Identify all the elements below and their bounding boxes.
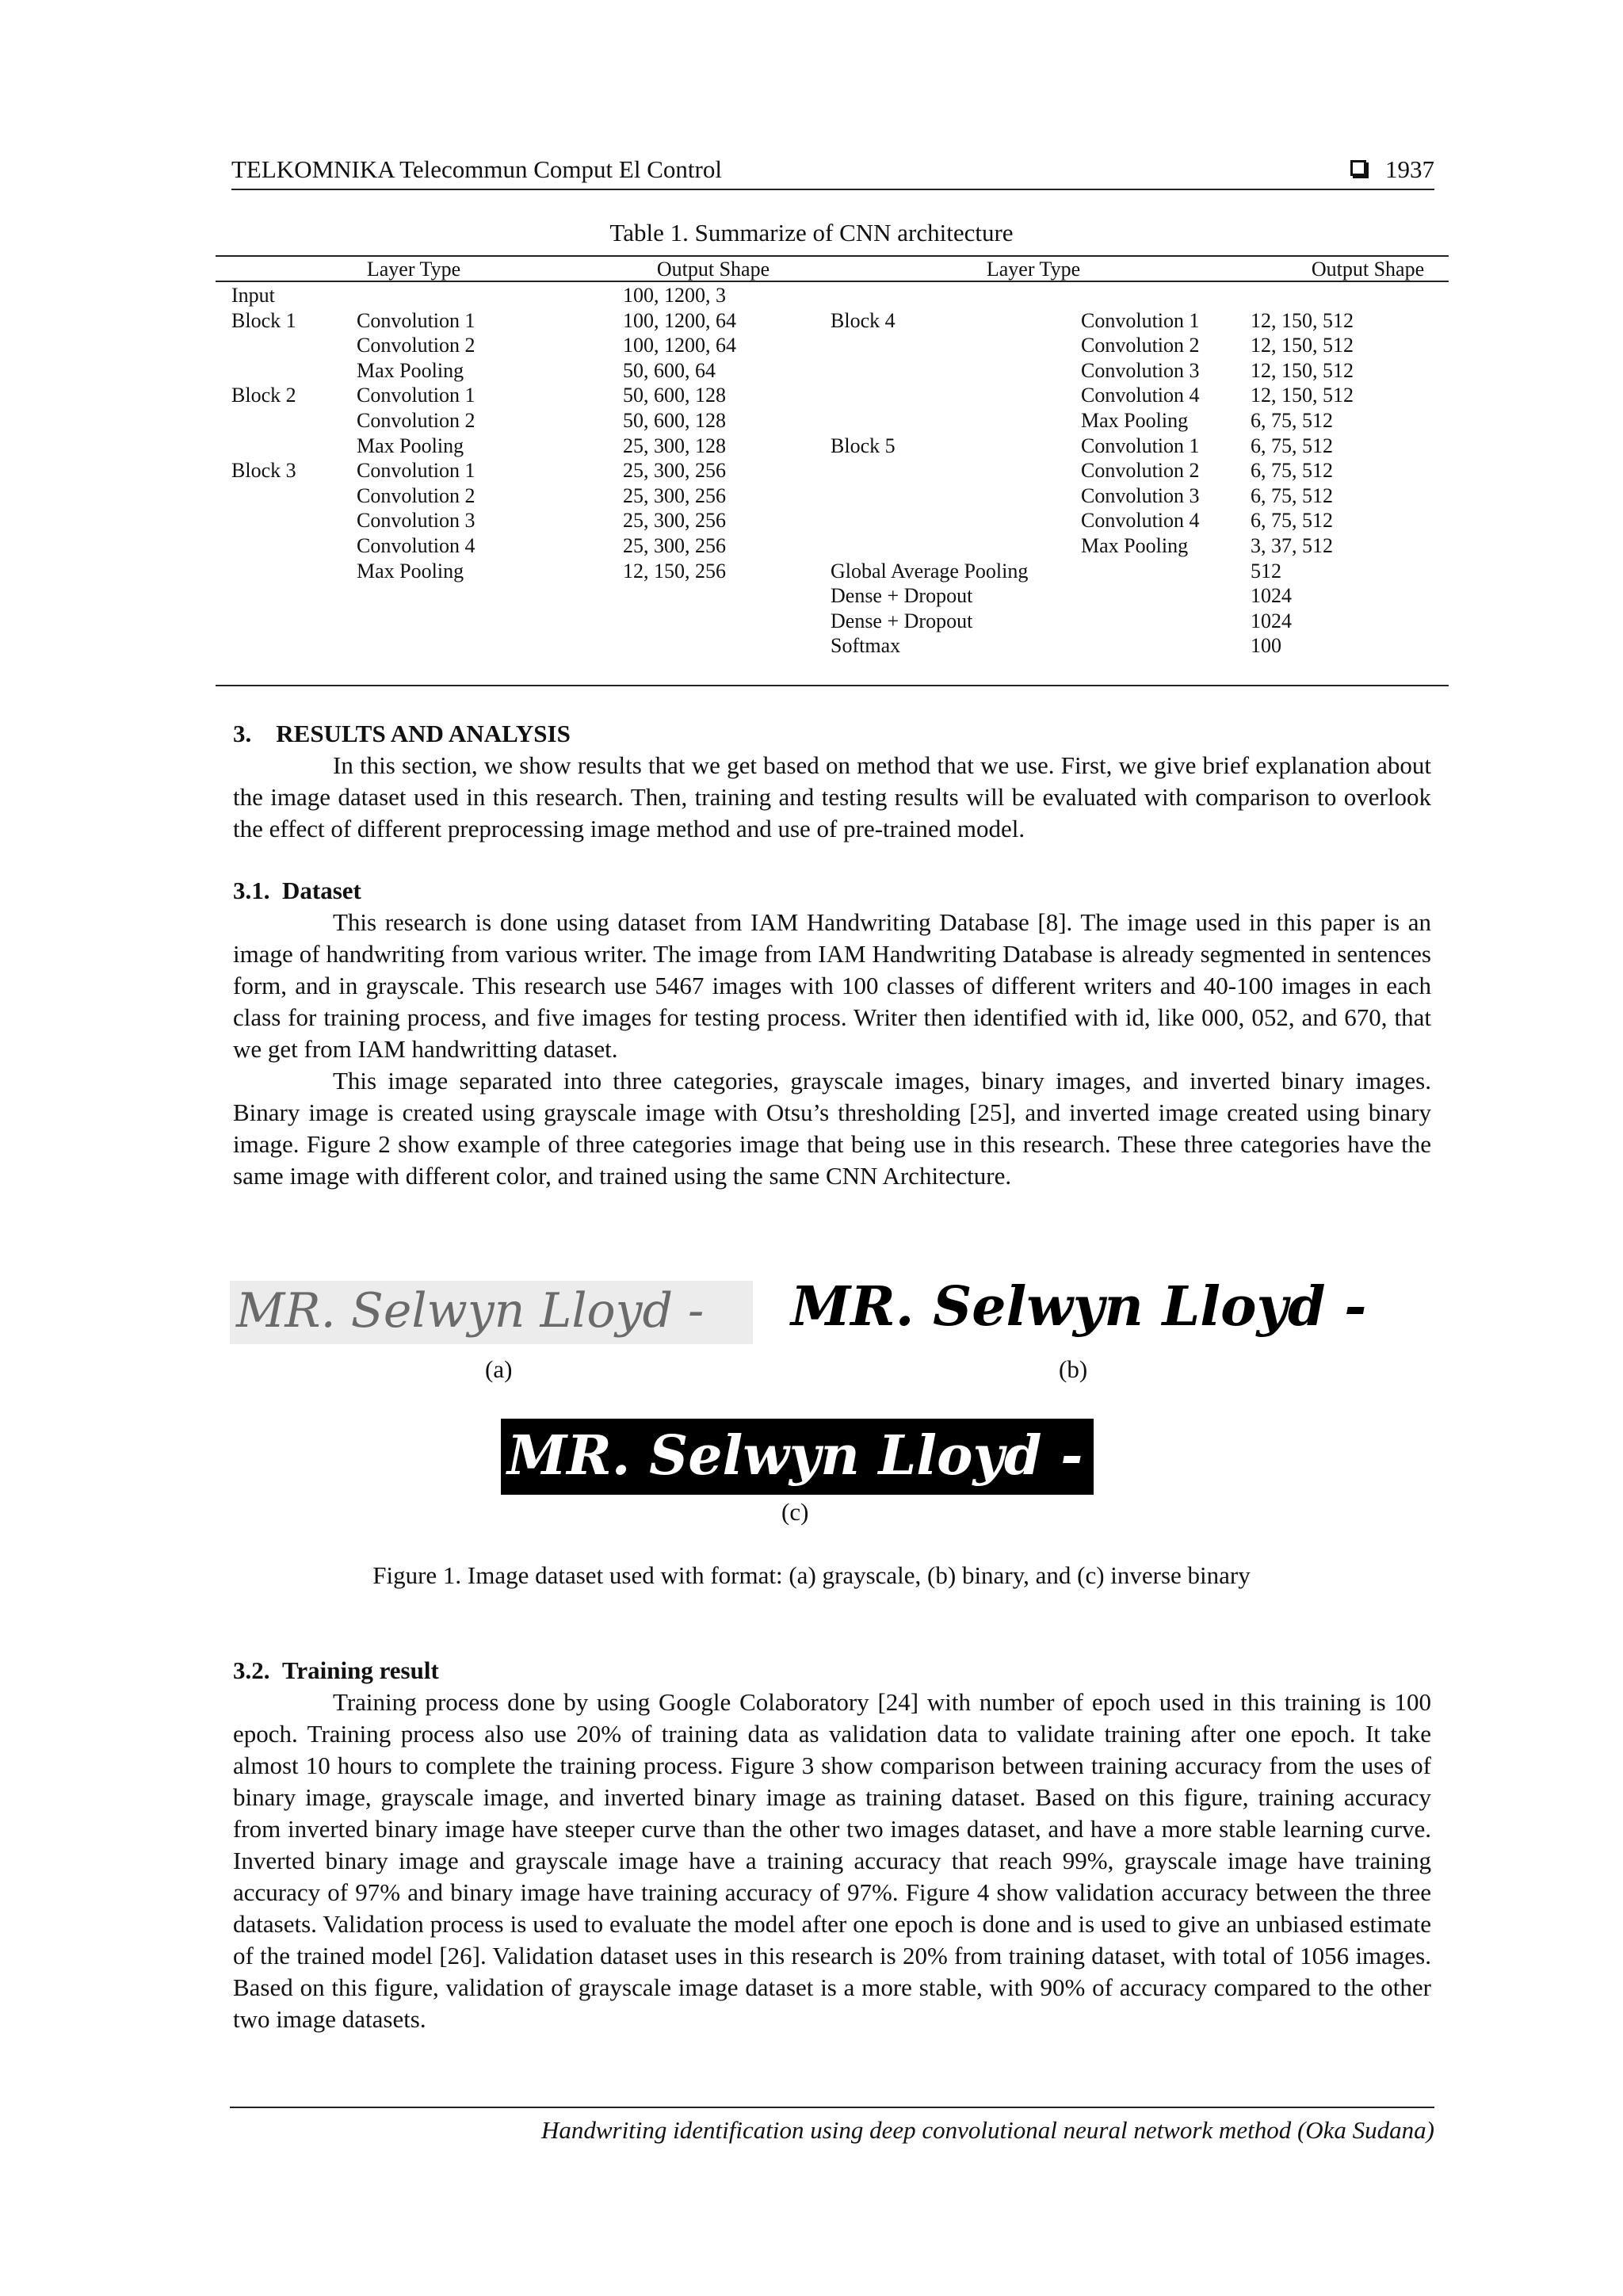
table-cell-layer: Max Pooling bbox=[1081, 534, 1189, 557]
checkbox-icon bbox=[1350, 160, 1366, 176]
section-training-paragraph bbox=[233, 1687, 1431, 2035]
table-cell-shape: 12, 150, 512 bbox=[1251, 334, 1354, 357]
table-cell-block: Block 1 bbox=[231, 308, 296, 332]
table-body bbox=[216, 282, 1449, 685]
running-header bbox=[231, 151, 1434, 190]
table-cell-block: Softmax bbox=[831, 634, 901, 658]
table-cell-shape: 12, 150, 256 bbox=[623, 559, 726, 583]
table-cell-shape: 100, 1200, 64 bbox=[623, 308, 736, 332]
table-cell-layer: Convolution 3 bbox=[357, 509, 475, 533]
col-header-layer-type-1: Layer Type bbox=[366, 258, 461, 281]
figure-caption: Figure 1. Image dataset used with format: (a) grayscale, (b) binary, and (c) inverse binary bbox=[372, 1561, 1251, 1589]
section-heading-results: 3. RESULTS AND ANALYSIS bbox=[233, 720, 571, 747]
handwriting-inverse-binary-image bbox=[501, 1419, 1094, 1495]
table-cell-shape: 50, 600, 128 bbox=[623, 409, 726, 432]
table-cell-block: Dense + Dropout bbox=[831, 584, 973, 608]
table-cell-layer: Max Pooling bbox=[357, 559, 464, 583]
handwriting-text: MR. Selwyn Lloyd - bbox=[507, 1424, 1083, 1488]
table-cell-block: Block 2 bbox=[231, 384, 296, 407]
table-cell-shape: 3, 37, 512 bbox=[1251, 534, 1333, 557]
col-header-output-shape-2: Output Shape bbox=[1311, 258, 1425, 281]
running-footer bbox=[230, 2107, 1434, 2144]
table-cell-block: Input bbox=[231, 284, 275, 307]
table-cell-layer: Convolution 2 bbox=[357, 334, 475, 357]
section-heading-training: 3.2. Training result bbox=[233, 1656, 439, 1684]
table-cell-layer: Convolution 2 bbox=[357, 409, 475, 432]
table-cell-block: Global Average Pooling bbox=[831, 559, 1029, 583]
table-cell-shape: 6, 75, 512 bbox=[1251, 459, 1333, 483]
table-cell-shape: 6, 75, 512 bbox=[1251, 434, 1333, 457]
table-cell-shape: 50, 600, 64 bbox=[623, 358, 716, 382]
handwriting-grayscale-image bbox=[230, 1281, 753, 1344]
table-cell-shape: 6, 75, 512 bbox=[1251, 409, 1333, 432]
table-cell-layer: Convolution 4 bbox=[357, 534, 475, 557]
table-cell-layer: Convolution 2 bbox=[1081, 334, 1200, 357]
table-cell-shape: 100, 1200, 3 bbox=[623, 284, 726, 307]
table-cell-layer: Convolution 1 bbox=[357, 459, 475, 483]
table-header-row bbox=[216, 257, 1449, 282]
table-cell-shape: 1024 bbox=[1251, 609, 1292, 632]
table-cell-shape: 25, 300, 256 bbox=[623, 534, 726, 557]
table-cell-block: Block 3 bbox=[231, 459, 296, 483]
table-cell-block: Dense + Dropout bbox=[831, 609, 973, 632]
paragraph-text: This image separated into three categories, grayscale images, binary images, and inverted binary images. Binary image is created using grayscale image with Otsu’s thresholding [25], and inverted image created using binary image. Figure 2 show example of three categories image that being use in this research. These three categories have the same image with different color, and trained using the same CNN Architecture. bbox=[233, 1067, 1431, 1190]
table-cell-layer: Convolution 3 bbox=[1081, 483, 1200, 507]
table-cell-shape: 6, 75, 512 bbox=[1251, 509, 1333, 533]
table-cell-layer: Convolution 1 bbox=[357, 384, 475, 407]
col-header-output-shape-1: Output Shape bbox=[656, 258, 770, 281]
table-cell-shape: 1024 bbox=[1251, 584, 1292, 608]
table-cell-shape: 6, 75, 512 bbox=[1251, 483, 1333, 507]
subfigure-label-b: (b) bbox=[1059, 1355, 1088, 1383]
table-cell-layer: Convolution 1 bbox=[1081, 434, 1200, 457]
section-dataset-paragraphs bbox=[233, 907, 1431, 1192]
table-cell-layer: Convolution 3 bbox=[1081, 358, 1200, 382]
table-cell-block: Block 4 bbox=[831, 308, 896, 332]
journal-name: TELKOMNIKA Telecommun Comput El Control bbox=[231, 155, 722, 183]
table-cell-shape: 12, 150, 512 bbox=[1251, 308, 1354, 332]
table-cell-shape: 50, 600, 128 bbox=[623, 384, 726, 407]
subfigure-label-a: (a) bbox=[485, 1355, 513, 1383]
table-cell-shape: 100, 1200, 64 bbox=[623, 334, 736, 357]
table-cell-layer: Convolution 4 bbox=[1081, 384, 1200, 407]
handwriting-text: MR. Selwyn Lloyd - bbox=[791, 1275, 1367, 1339]
table-cell-layer: Convolution 1 bbox=[1081, 308, 1200, 332]
section-results-paragraph bbox=[233, 750, 1431, 845]
table-cell-shape: 25, 300, 128 bbox=[623, 434, 726, 457]
table-cell-shape: 25, 300, 256 bbox=[623, 459, 726, 483]
table-cell-layer: Max Pooling bbox=[357, 434, 464, 457]
table-cell-block: Block 5 bbox=[831, 434, 896, 457]
handwriting-text: MR. Selwyn Lloyd - bbox=[236, 1283, 705, 1339]
table-cell-shape: 512 bbox=[1251, 559, 1281, 583]
table-cell-shape: 100 bbox=[1251, 634, 1281, 658]
table-caption: Table 1. Summarize of CNN architecture bbox=[609, 219, 1014, 246]
paragraph-text: In this section, we show results that we get based on method that we use. First, we give brief explanation about the image dataset used in this research. Then, training and testing results will be evaluated with comparison to overlook the effect of different preprocessing image method and use of pre-trained model. bbox=[233, 751, 1431, 842]
table-cell-layer: Convolution 1 bbox=[357, 308, 475, 332]
table-cell-shape: 12, 150, 512 bbox=[1251, 384, 1354, 407]
table-cell-shape: 12, 150, 512 bbox=[1251, 358, 1354, 382]
subfigure-label-c: (c) bbox=[781, 1498, 809, 1526]
section-heading-dataset: 3.1. Dataset bbox=[233, 877, 361, 904]
table-cell-shape: 25, 300, 256 bbox=[623, 483, 726, 507]
footer-title: Handwriting identification using deep convolutional neural network method (Oka Sudana) bbox=[540, 2116, 1434, 2144]
page-number: 1937 bbox=[1385, 155, 1434, 183]
table-cell-shape: 25, 300, 256 bbox=[623, 509, 726, 533]
paragraph-text: This research is done using dataset from IAM Handwriting Database [8]. The image used in this paper is an image of handwriting from various writer. The image from IAM Handwriting Database is already segmented in sentences form, and in grayscale. This research use 5467 images with 100 classes of different writers and 40-100 images in each class for training process, and five images for testing process. Writer then identified with id, like 000, 052, and 670, that we get from IAM handwritting dataset. bbox=[233, 908, 1431, 1063]
table-cell-layer: Convolution 2 bbox=[1081, 459, 1200, 483]
table-cell-layer: Convolution 4 bbox=[1081, 509, 1200, 533]
table-cell-layer: Max Pooling bbox=[1081, 409, 1189, 432]
table-cell-layer: Convolution 2 bbox=[357, 483, 475, 507]
paragraph-text: Training process done by using Google Colaboratory [24] with number of epoch used in this training is 100 epoch. Training process also use 20% of training data as validation data to validate training after one epoch. It take almost 10 hours to complete the training process. Figure 3 show comparison between training accuracy from the uses of binary image, grayscale image, and inverted binary image as training dataset. Based on this figure, training accuracy from inverted binary image have steeper curve than the other two images dataset, and have a more stable learning curve. Inverted binary image and grayscale image have a training accuracy that reach 99%, grayscale image have training accuracy of 97% and binary image have training accuracy of 97%. Figure 4 show validation accuracy between the three datasets. Validation process is used to evaluate the model after one epoch is done and is used to give an unbiased estimate of the trained model [26]. Validation dataset uses in this research is 20% from training dataset, with total of 1056 images. Based on this figure, validation of grayscale image dataset is a more stable, with 90% of accuracy compared to the other two image datasets. bbox=[233, 1688, 1431, 2033]
handwriting-binary-image bbox=[785, 1273, 1387, 1346]
col-header-layer-type-2: Layer Type bbox=[986, 258, 1081, 281]
cnn-architecture-table bbox=[216, 255, 1449, 686]
table-cell-layer: Max Pooling bbox=[357, 358, 464, 382]
